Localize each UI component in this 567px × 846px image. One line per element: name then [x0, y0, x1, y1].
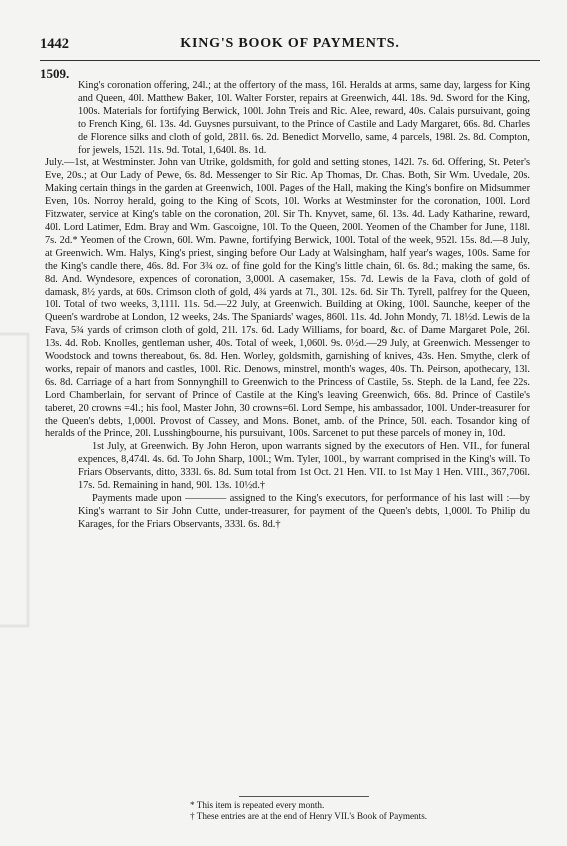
footnotes [78, 796, 530, 822]
body-text [45, 80, 530, 532]
footnote: * This item is repeated every month. [190, 800, 325, 810]
running-title: KING'S BOOK OF PAYMENTS. [180, 36, 400, 51]
page-header [40, 36, 540, 58]
paragraph: King's coronation offering, 24l.; at the offertory of the mass, 16l. Heralds at arms, same day, largess for King and Queen, 40l. Matthew Baker, 10l. Walter Forster, repairs at Greenwich, 44l. 18s. 9d. Sword for the King, 100s. Materials for fortifying Berwick, 100l. John Treis and Ric. Alee, reward, 40s. Calais pursuivant, going to French King, 6l. 13s. 4d. Guysnes pursuivant, to the Prince of Castile and Lady Margaret, 66s. 8d. Charles de Florence silks and cloth of gold, 281l. 6s. 2d. Benedict Morvello, same, 4 parcels, 198l. 2s. 8d. Compton, for jewels, 152l. 11s. 9d. Total, 1,640l. 8s. 1d. [78, 80, 530, 156]
paragraph: Payments made upon ———— assigned to the King's executors, for performance of his last will :—by King's warrant to Sir John Cutte, under-treasurer, for payment of the Queen's debts, 1,000l. To Philip du Karages, for the Friars Observants, 333l. 6s. 8d.† [78, 493, 530, 530]
paragraph-july: July.—1st, at Westminster. John van Utrike, goldsmith, for gold and setting stones, 142l. 7s. 6d. Offering, St. Peter's Eve, 20s.; at Our Lady of Pewe, 6s. 8d. Messenger to Sir Ric. Ap Thomas, Dr. Chas. Both, Sir Wm. Uvedale, 20s. Making certain things in the garden at Greenwich, 100l. Pages of the Hall, making the King's bonfire on Midsummer Even, 10s. Norroy herald, going to the King of Scots, 10l. Works at Westminster for the coronation, 100l. Lord Fitzwater, service at King's table on the coronation, 20l. Sir Th. Knyvet, same, 6l. 13s. 4d. Lady Katharine, reward, 40l. Lord Latimer, Edm. Bray and Wm. Gascoigne, 10l. To the Queen, 200l. Yeomen of the Chamber for June, 118l. 7s. 2d.* Yeomen of the Crown, 60l. Wm. Pawne, fortifying Berwick, 100l. Total of the week, 952l. 15s. 8d.—8 July, at Greenwich. Wm. Halys, King's priest, singing before Our Lady at Walsingham, half year's wages, 100s. Same for the King's candle there, 46s. 8d. For 3¾ oz. of fine gold for the King's little chain, 6l. 6s. 8d.; making the same, 6s. 8d. And. Wyndesore, expences of coronation, 3,000l. A casemaker, 15s. 7d. Lewis de la Fava, cloth of gold of damask, 8½ yards, at 60s. Crimson cloth of gold, 4¾ yards at 7l., 30l. 12s. 6d. Sir Th. Tyrell, palfrey for the Queen, 10l. Total of two weeks, 3,111l. 11s. 5d.—22 July, at Greenwich. Building at Oking, 100l. Saunche, keeper of the Queen's wardrobe at London, 12 weeks, 24s. The Spaniards' wages, 860l. 11s. 4d. John Mondy, 7l. 18½d. Lewis de la Fava, 5¾ yards of crimson cloth of gold, 21l. 17s. 6d. Lady Williams, for board, &c. of Dame Margaret Pole, 26l. 13s. 4d. Rob. Knolles, gentleman usher, 40s. Total of week, 1,060l. 9s. 0½d.—29 July, at Greenwich. Messenger to Woodstock and towns thereabout, 6s. 8d. Hen. Worley, goldsmith, garnishing of knives, 43s. Hen. Smythe, clerk of works, repair of manors and castles, 100l. Ric. Denows, minstrel, month's wages, 40s. Th. Peirson, apothecary, 13l. 6s. 8d. Carriage of a hart from Sonnynghill to Greenwich to the Princess of Castile, 5s. Steph. de la Land, fee 22s. Lord Chamberlain, for servant of Prince of Castile at the King's leaving Greenwich, 66s. 8d. Prince of Castile's taberet, 20 crowns =4l.; his fool, Master John, 30 crowns=6l. Lord Sempe, his ambassador, 100l. Under-treasurer for the Queen's debts, 1,000l. Provost of Cassey, and Mons. Bonet, amb. of the Prince, 50l. each. Tosandor king of heralds of the Prince, 20l. Lusshingbourne, his pursuivant, 100s. Sarcenet to put these parcels of money in, 10d. [45, 157, 530, 440]
margin-year: 1509. [40, 66, 70, 81]
page-number: 1442 [40, 36, 69, 52]
paragraph: 1st July, at Greenwich. By John Heron, upon warrants signed by the executors of Hen. VII., for funeral expences, 8,474l. 4s. 6d. To John Sharp, 100l.; Wm. Tyler, 100l., by warrant comprised in the King's will. To Friars Observants, ditto, 333l. 6s. 8d. Sum total from 1st Oct. 21 Hen. VII. to 1st May 1 Hen. VIII., 367,706l. 17s. 5d. Remaining in hand, 90l. 13s. 10½d.† [78, 441, 530, 492]
footnote-rule [239, 796, 369, 797]
footnote: † These entries are at the end of Henry VII.'s Book of Payments. [190, 811, 428, 821]
header-rule [40, 60, 540, 61]
library-stamp-watermark [0, 330, 32, 630]
